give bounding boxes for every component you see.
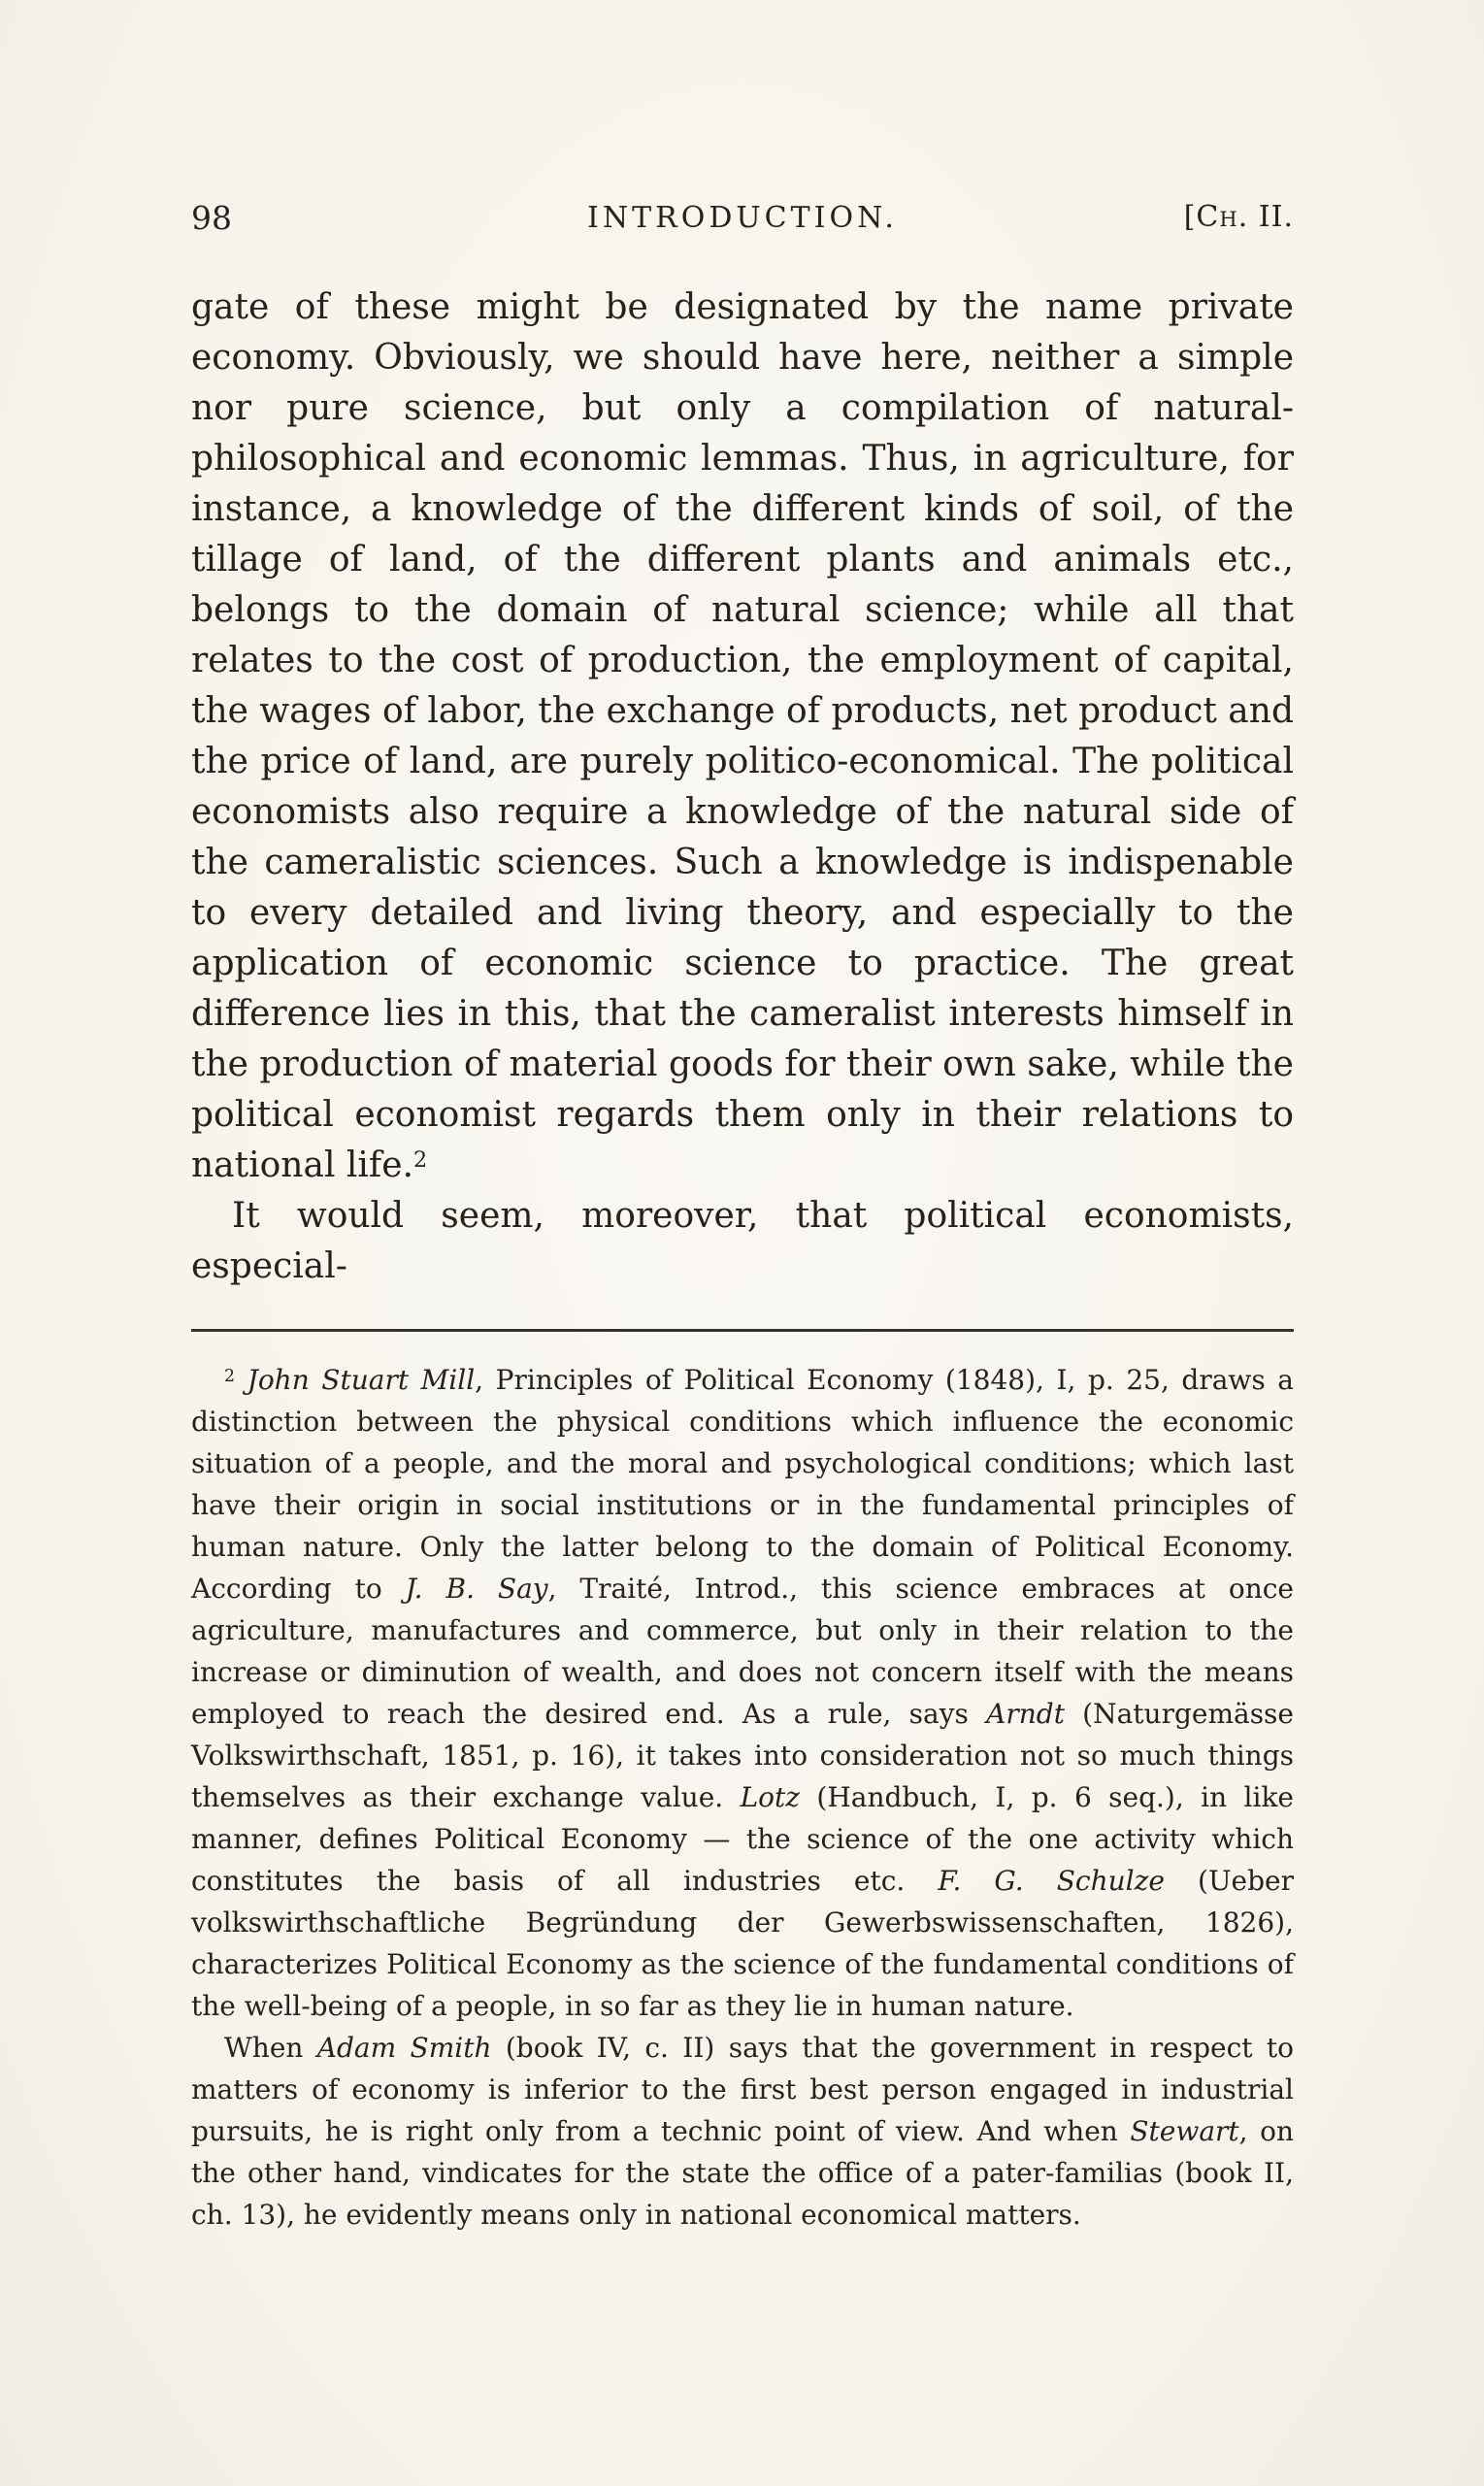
italic-name: J. B. Say (405, 1573, 548, 1605)
text-run: (Handbuch, I, p. 6 seq.), in like manner, defines Political Economy — the science of the one activity which constitutes the basis of all industries etc. (191, 1781, 1294, 1897)
footnote-paragraph (191, 2027, 1294, 2236)
italic-name: Lotz (740, 1781, 801, 1813)
running-title: INTRODUCTION. (587, 201, 898, 235)
text-run: It would seem, moreover, that political economists, especial- (191, 1196, 1294, 1286)
footnote-divider (191, 1329, 1294, 1332)
text-run: , Principles of Political Economy (1848), I, p. 25, draws a distinction between the physical conditions which influence the economic situation of a people, and the moral and psychological conditions; which last have their origin in social institutions or in the fundamental principles of human nature. Only the latter belong to the domain of Political Economy. According to (191, 1364, 1294, 1605)
body-paragraph (191, 1191, 1294, 1292)
text-run: (Ueber volkswirthschaftliche Begründung der Gewerbswissenschaften, 1826), characterizes Political Economy as the science of the fundamental conditions of the well-being of a people, in so far as they lie in human nature. (191, 1865, 1295, 2022)
text-run: , on the other hand, vindicates for the state the office of a pater-familias (book II, ch. 13), he evidently means only in national economical matters. (191, 2115, 1294, 2231)
text-run: When (224, 2032, 317, 2064)
footnote-marker: 2 (224, 1367, 236, 1387)
footnote-marker: 2 (413, 1146, 428, 1173)
text-run: (book IV, c. II) says that the government in respect to matters of economy is inferior to the first best person engaged in industrial pursuits, he is right only from a technic point of view. And when (191, 2032, 1294, 2147)
footnote-paragraph (191, 1359, 1294, 2027)
chapter-label: [Ch. II. (1183, 200, 1294, 234)
body-paragraph (191, 282, 1294, 1191)
text-run: (Naturgemässe Volkswirthschaft, 1851, p. 16), it takes into consideration not so much things themselves as their exchange value. (191, 1698, 1294, 1813)
page-number: 98 (191, 199, 232, 237)
italic-name: Stewart (1130, 2115, 1239, 2147)
page-header (191, 199, 1294, 242)
main-text (191, 282, 1294, 1292)
italic-name: John Stuart Mill (247, 1364, 476, 1396)
text-run (235, 1364, 247, 1396)
footnote-section (191, 1359, 1294, 2236)
italic-name: Adam Smith (316, 2032, 492, 2064)
italic-name: Arndt (986, 1698, 1065, 1730)
text-run: gate of these might be designated by the name private economy. Obviously, we should have here, neither a simple nor pure science, but only a compilation of natural-philosophical and economic lemmas. Thus, in agriculture, for instance, a knowledge of the different kinds of soil, of the tillage of land, of the different plants and animals etc., belongs to the domain of natural science; while all that relates to the cost of production, the employment of capital, the wages of labor, the exchange of products, net product and the price of land, are purely politico-economical. The political economists also require a knowledge of the natural side of the cameralistic sciences. Such a knowledge is indispenable to every detailed and living theory, and especially to the application of economic science to practice. The great difference lies in this, that the cameralist interests himself in the production of material goods for their own sake, while the political economist regards them only in their relations to national life. (191, 287, 1294, 1185)
text-run: , Traité, Introd., this science embraces at once agriculture, manufactures and commerce, but only in their relation to the increase or diminution of wealth, and does not concern itself with the means employed to reach the desired end. As a rule, says (191, 1573, 1295, 1730)
italic-name: F. G. Schulze (938, 1865, 1165, 1897)
